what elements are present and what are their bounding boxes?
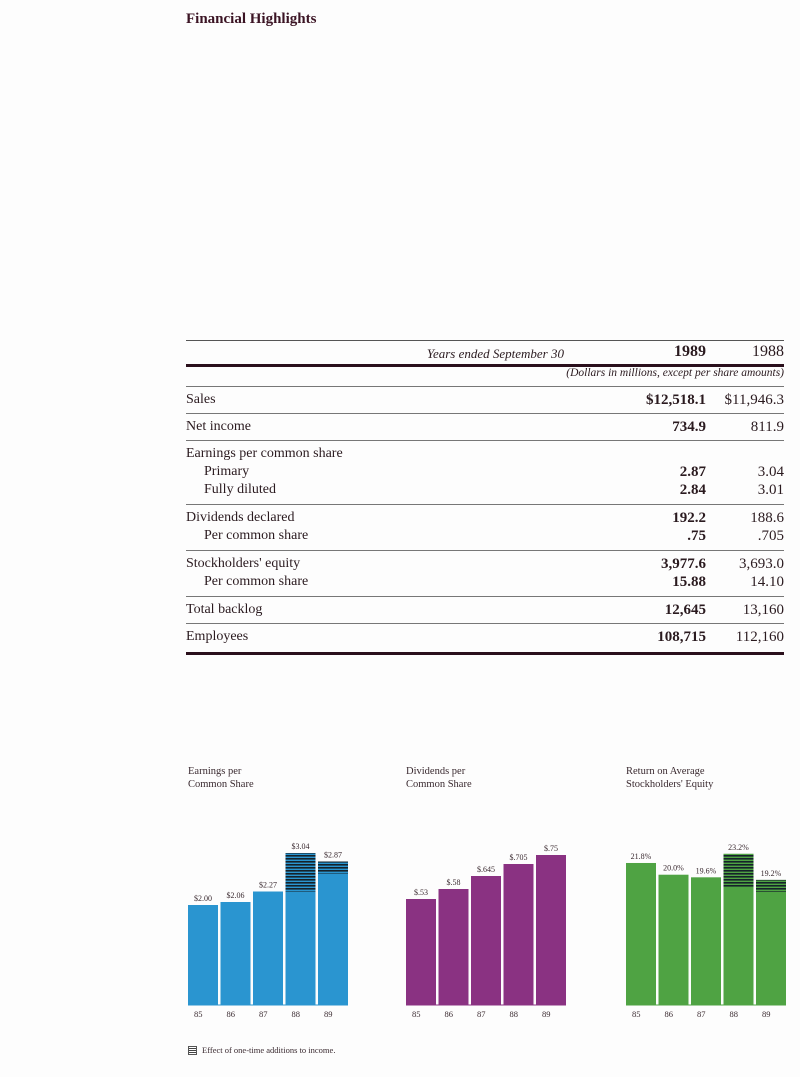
value-1988: 3.04 xyxy=(757,464,784,480)
chart-bar xyxy=(504,864,534,1005)
row-label: Per common share xyxy=(204,574,309,589)
one-time-addition-segment xyxy=(318,862,348,874)
chart-svg xyxy=(404,765,574,1025)
value-1988: 13,160 xyxy=(742,602,784,618)
value-1989: 108,715 xyxy=(657,629,706,645)
x-tick-label: 86 xyxy=(664,1009,673,1019)
bar-value-label: $2.87 xyxy=(324,850,342,860)
row-label: Total backlog xyxy=(186,602,263,617)
chart-title: Return on Average Stockholders' Equity xyxy=(626,766,714,790)
one-time-addition-segment xyxy=(286,853,316,892)
chart-bar xyxy=(221,902,251,1005)
value-1988: $11,946.3 xyxy=(724,392,784,408)
bar-value-label: $.75 xyxy=(544,844,558,853)
page-title: Financial Highlights xyxy=(186,11,317,27)
chart-bar xyxy=(691,877,721,1005)
value-1989: $12,518.1 xyxy=(646,392,706,408)
bar-value-label: 21.8% xyxy=(630,851,652,861)
chart-svg xyxy=(624,765,794,1025)
row-divider xyxy=(186,386,784,387)
x-tick-label: 87 xyxy=(477,1009,486,1019)
row-label: Net income xyxy=(186,419,251,434)
value-1988: 3.01 xyxy=(757,482,784,498)
row-divider xyxy=(186,596,784,597)
table-caption: Years ended September 30 xyxy=(426,346,564,361)
one-time-addition-segment xyxy=(724,854,754,888)
x-tick-label: 86 xyxy=(444,1009,453,1019)
bar-value-label: 19.6% xyxy=(695,866,717,876)
x-tick-label: 87 xyxy=(697,1009,706,1019)
bar-value-label: $.58 xyxy=(446,878,461,887)
x-tick-label: 89 xyxy=(762,1009,771,1019)
bar-value-label: 20.0% xyxy=(663,863,684,873)
chart-title: Dividends per Common Share xyxy=(406,766,472,790)
row-divider xyxy=(186,440,784,441)
table-bottom-rule xyxy=(186,652,784,655)
row-divider xyxy=(186,504,784,505)
row-label: Employees xyxy=(186,629,249,644)
value-1988: 3,693.0 xyxy=(739,556,784,572)
chart-bar xyxy=(318,862,348,1006)
chart-bar xyxy=(439,889,469,1005)
bar-value-label: $2.00 xyxy=(194,894,212,903)
value-1989: 2.84 xyxy=(679,482,706,498)
chart-legend xyxy=(188,1045,335,1055)
x-tick-label: 85 xyxy=(194,1009,203,1019)
bar-value-label: $3.04 xyxy=(291,842,310,851)
chart-bar xyxy=(471,876,501,1005)
x-tick-label: 89 xyxy=(324,1009,333,1019)
chart-bar xyxy=(536,855,566,1005)
x-tick-label: 88 xyxy=(291,1009,300,1019)
row-label: Earnings per common share xyxy=(186,446,343,461)
value-1989: 12,645 xyxy=(664,602,706,618)
year-1989-header: 1989 xyxy=(674,343,706,360)
table-header xyxy=(186,342,784,362)
chart-svg xyxy=(186,765,356,1025)
x-tick-label: 86 xyxy=(226,1009,235,1019)
bar-value-label: $2.27 xyxy=(259,880,277,890)
x-tick-label: 85 xyxy=(632,1009,641,1019)
row-divider xyxy=(186,413,784,414)
hatched-swatch-icon xyxy=(188,1046,197,1055)
x-tick-label: 89 xyxy=(542,1009,551,1019)
legend-text: Effect of one-time additions to income. xyxy=(202,1045,336,1055)
value-1989: 3,977.6 xyxy=(661,556,706,572)
value-1988: 188.6 xyxy=(750,510,784,526)
row-divider xyxy=(186,623,784,624)
bar-value-label: 23.2% xyxy=(728,842,749,852)
value-1988: 112,160 xyxy=(735,629,784,645)
value-1989: .75 xyxy=(687,528,706,544)
bar-value-label: 19.2% xyxy=(760,868,782,878)
value-1989: 15.88 xyxy=(672,574,706,590)
x-tick-label: 85 xyxy=(412,1009,421,1019)
one-time-addition-segment xyxy=(756,880,786,892)
return-on-equity-chart xyxy=(624,765,794,1025)
value-1988: 811.9 xyxy=(750,419,784,435)
dividends-chart xyxy=(404,765,574,1025)
table-units-note: (Dollars in millions, except per share amounts) xyxy=(566,367,784,379)
value-1988: 14.10 xyxy=(750,574,784,590)
x-tick-label: 88 xyxy=(729,1009,738,1019)
chart-title: Earnings per Common Share xyxy=(188,766,254,790)
bar-value-label: $2.06 xyxy=(226,891,245,900)
row-label: Dividends declared xyxy=(186,510,295,525)
row-label: Sales xyxy=(186,392,216,407)
row-label: Per common share xyxy=(204,528,309,543)
chart-bar xyxy=(756,880,786,1005)
chart-bar xyxy=(188,905,218,1005)
year-1988-header: 1988 xyxy=(752,343,784,360)
chart-bar xyxy=(659,875,689,1005)
value-1989: 2.87 xyxy=(679,464,706,480)
bar-value-label: $.645 xyxy=(477,865,495,874)
value-1989: 734.9 xyxy=(672,419,706,435)
chart-bar xyxy=(406,899,436,1005)
x-tick-label: 88 xyxy=(509,1009,518,1019)
bar-value-label: $.705 xyxy=(509,853,528,862)
value-1989: 192.2 xyxy=(672,510,706,526)
chart-bar xyxy=(253,892,283,1006)
chart-bar xyxy=(626,863,656,1005)
value-1988: .705 xyxy=(757,528,784,544)
bar-value-label: $.53 xyxy=(414,888,428,897)
row-label: Fully diluted xyxy=(204,482,276,497)
x-tick-label: 87 xyxy=(259,1009,268,1019)
earnings-chart xyxy=(186,765,356,1025)
row-label: Stockholders' equity xyxy=(186,556,301,571)
table-top-rule xyxy=(186,340,784,341)
row-label: Primary xyxy=(204,464,250,479)
row-divider xyxy=(186,550,784,551)
